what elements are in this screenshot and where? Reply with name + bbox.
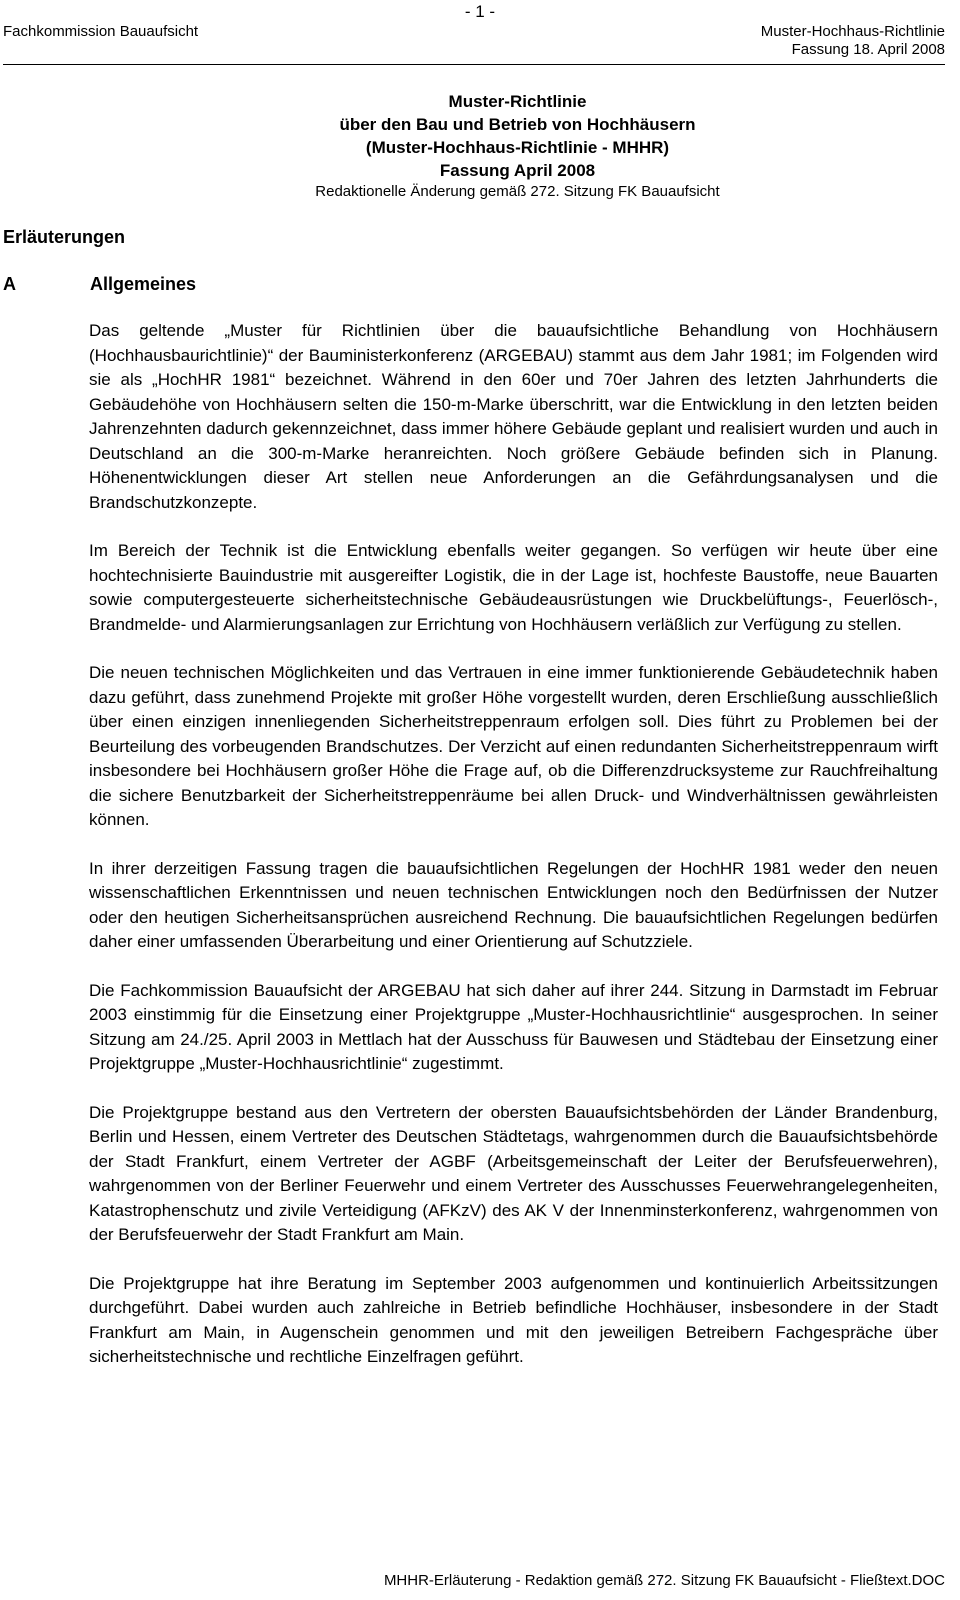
title-revision-note: Redaktionelle Änderung gemäß 272. Sitzung FK Bauaufsicht xyxy=(315,183,720,200)
paragraph: Die neuen technischen Möglichkeiten und das Vertrauen in eine immer funktionierende Gebäudetechnik haben dazu geführt, dass zunehmend Projekte mit großer Höhe vorgestellt wurden, deren Erschließung ausschließlich über einen einzigen innenliegenden Sicherheitstreppenraum erfolgen soll. Dies führt zu Problemen bei der Beurteilung des vorbeugenden Brandschutzes. Der Verzicht auf einen redundanten Sicherheitstreppenraum wirft insbesondere bei Hochhäusern großer Höhe die Frage auf, ob die Differenzdrucksysteme zur Rauchfreihaltung die sichere Benutzbarkeit der Sicherheitstreppenräume bei allen Druck- und Windverhältnissen gewährleisten können. xyxy=(89,663,938,829)
title-line-4: Fassung April 2008 xyxy=(439,161,596,180)
title-line-1: Muster-Richtlinie xyxy=(448,92,587,111)
page-number: - 1 - xyxy=(464,2,496,21)
header-organization: Fachkommission Bauaufsicht xyxy=(3,23,199,40)
paragraph: Die Projektgruppe hat ihre Beratung im September 2003 aufgenommen und kontinuierlich Arbeitssitzungen durchgeführt. Dabei wurden auch zahlreiche in Betrieb befindliche Hochhäuser, insbesondere in der Stadt Frankfurt am Main, in Augenschein genommen und mit den jeweiligen Betreibern Fachgespräche über sicherheitstechnische und rechtliche Einzelfragen geführt. xyxy=(89,1273,938,1366)
paragraph: Im Bereich der Technik ist die Entwicklung ebenfalls weiter gegangen. So verfügen wir heute über eine hochtechnisierte Bauindustrie mit ausgereifter Logistik, die in der Lage ist, hochfeste Baustoffe, neue Bauarten sowie computergesteuerte sicherheitstechnische Gebäudeausrüstungen wie Druckbelüftungs-, Feuerlösch-, Brandmelde- und Alarmierungsanlagen zur Errichtung von Hochhäusern verläßlich zur Verfügung zu stellen. xyxy=(89,541,938,634)
paragraph: Die Projektgruppe bestand aus den Vertretern der obersten Bauaufsichtsbehörden der Länder Brandenburg, Berlin und Hessen, einem Vertreter des Deutschen Städtetags, wahrgenommen durch die Bauaufsichtsbehörde der Stadt Frankfurt, einem Vertreter der AGBF (Arbeitsgemeinschaft der Leiter der Berufsfeuerwehren), wahrgenommen von der Berliner Feuerwehr und einem Vertreter des Ausschusses Feuerwehrangelegenheiten, Katastrophenschutz und zivile Verteidigung (AFKzV) des AK V der Innenminsterkonferenz, wahrgenommen von der Berufsfeuerwehr der Stadt Frankfurt am Main. xyxy=(89,1102,938,1244)
header-document-info xyxy=(761,23,945,59)
paragraph: Die Fachkommission Bauaufsicht der ARGEBAU hat sich daher auf ihrer 244. Sitzung in Darmstadt im Februar 2003 einstimmig für die Einsetzung einer Projektgruppe „Muster-Hochhausrichtlinie“ ausgesprochen. In seiner Sitzung am 24./25. April 2003 in Mettlach hat der Ausschuss für Bauwesen und Städtebau der Einsetzung einer Projektgruppe „Muster-Hochhausrichtlinie“ zugestimmt. xyxy=(89,980,938,1073)
paragraph: In ihrer derzeitigen Fassung tragen die bauaufsichtlichen Regelungen der HochHR 1981 weder den neuen wissenschaftlichen Erkenntnissen und neuen technischen Entwicklungen noch den Bedürfnissen der Nutzer oder den heutigen Sicherheitsansprüchen ausreichend Rechnung. Die bauaufsichtlichen Regelungen bedürfen daher einer umfassenden Überarbeitung und einer Orientierung auf Schutzziele. xyxy=(89,858,938,951)
section-letter: A xyxy=(3,274,16,294)
paragraph: Das geltende „Muster für Richtlinien über die bauaufsichtliche Behandlung von Hochhäusern (Hochhausbaurichtlinie)“ der Bauministerkonferenz (ARGEBAU) stammt aus dem Jahr 1981; im Folgenden wird sie als „HochHR 1981“ bezeichnet. Während in den 60er und 70er Jahren des letzten Jahrhunderts die Gebäudehöhe von Hochhäusern selten die 150-m-Marke überschritt, war die Entwicklung in den letzten beiden Jahrenzehnten dadurch gekennzeichnet, dass immer höhere Gebäude geplant und realisiert wurden und auch in Deutschland an die 300-m-Marke heranreichten. Noch größere Gebäude befinden sich in Planung. Höhenentwicklungen dieser Art stellen neue Anforderungen an die Gefährdungsanalysen und die Brandschutzkonzepte. xyxy=(89,321,938,512)
section-heading: Erläuterungen xyxy=(3,227,126,247)
body-text xyxy=(89,319,938,1394)
header-document-title: Muster-Hochhaus-Richtlinie xyxy=(760,23,945,40)
header-document-version: Fassung 18. April 2008 xyxy=(791,41,945,58)
title-line-2: über den Bau und Betrieb von Hochhäusern xyxy=(339,115,696,134)
header-divider xyxy=(3,64,945,65)
section-title: Allgemeines xyxy=(90,274,197,294)
document-title-block xyxy=(90,90,945,201)
title-line-3: (Muster-Hochhaus-Richtlinie - MHHR) xyxy=(365,138,670,157)
page-footer: MHHR-Erläuterung - Redaktion gemäß 272. Sitzung FK Bauaufsicht - Fließtext.DOC xyxy=(383,1572,945,1589)
